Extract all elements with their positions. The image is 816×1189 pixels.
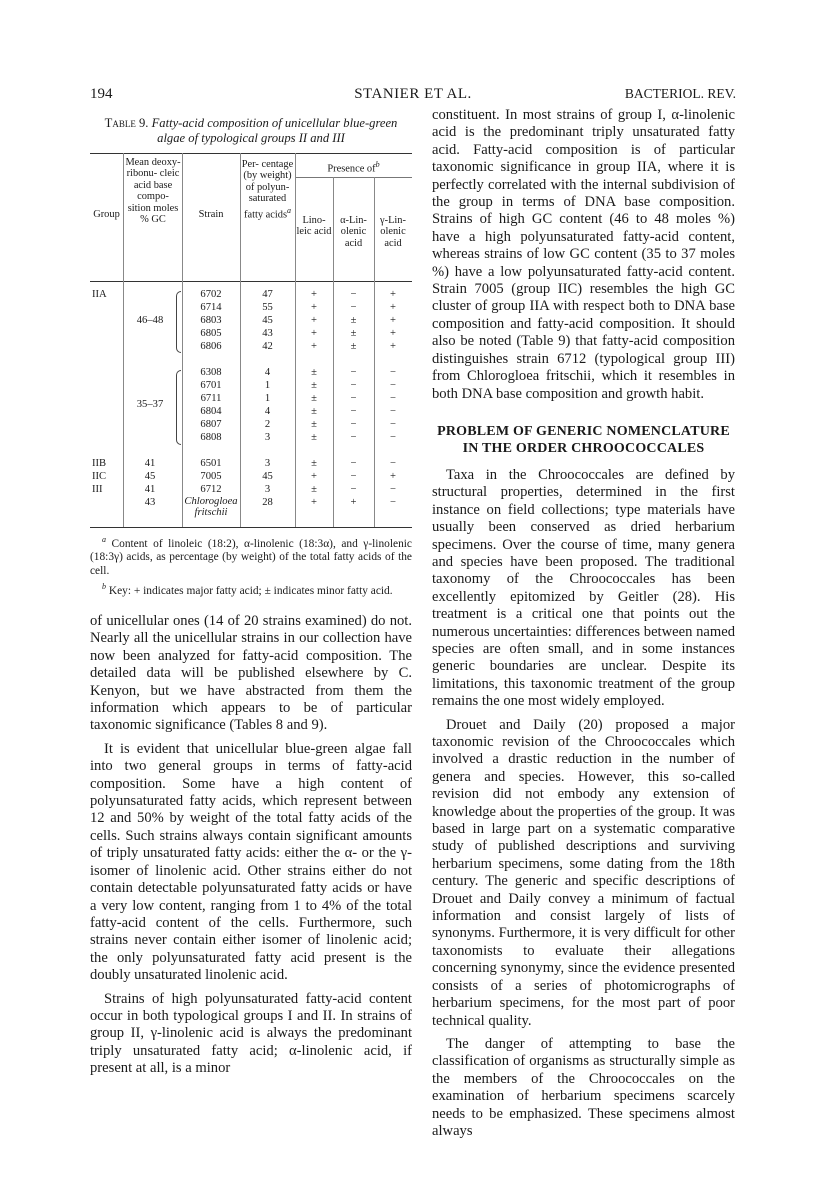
table-title: Fatty-acid composition of unicellular blue-green algae of typological groups II and III	[151, 116, 398, 145]
table-caption	[90, 116, 412, 146]
footnote-a: $^a$ Content of linoleic (18:2), α-linolenic (18:3α), and γ-linolenic (18:3γ) acids, as percentage (by weight) of the total fatty acids of the cell.	[90, 535, 412, 577]
paragraph: It is evident that unicellular blue-green algae fall into two general groups in terms of fatty-acid composition. Some have a high content of polyunsaturated fatty acids, which represent between 12 and 50% by weight of the total fatty acids of the cells. Such strains always contain significant amounts of triply unsaturated fatty acids: either the α- or the γ-isomer of linolenic acid. Other strains either do not contain detectable polyunsaturated fatty acids or have a very low content, ranging from 1 to 4% of the total fatty-acid content of the cells. Furthermore, such strains never contain either isomer of linolenic acid; the only polyunsaturated fatty acid present is the doubly unsaturated linolenic acid.	[90, 740, 412, 984]
right-column	[432, 107, 735, 1146]
cell-alpha-linolenic: −	[350, 458, 357, 469]
cell-linoleic: +	[311, 471, 317, 482]
header-linoleic: Lino- leic acid	[296, 215, 332, 238]
cell-percentage: 3	[264, 432, 271, 443]
header-mean-gc: Mean deoxy- ribonu- cleic acid base compo- sition moles % GC	[125, 157, 181, 226]
cell-percentage: 3	[264, 458, 271, 469]
cell-strain: 6804	[200, 406, 222, 417]
cell-strain: 6806	[200, 341, 222, 352]
cell-percentage: 28	[262, 497, 273, 508]
paragraph: The danger of attempting to base the classification of organisms as structurally simple as the members of the Chroococcales on the examination of herbarium specimens scarcely needs to be emphasized. These specimens almost always	[432, 1035, 735, 1139]
cell-alpha-linolenic: −	[350, 367, 357, 378]
running-authors: STANIER ET AL.	[354, 86, 472, 102]
cell-gamma-linolenic: −	[390, 458, 396, 469]
cell-linoleic: +	[311, 328, 317, 339]
cell-linoleic: ±	[311, 367, 317, 378]
cell-gamma-linolenic: −	[390, 367, 396, 378]
cell-percentage: 1	[264, 380, 271, 391]
table-bottom-rule	[90, 527, 412, 528]
cell-linoleic: +	[311, 341, 317, 352]
cell-alpha-linolenic: −	[350, 419, 357, 430]
cell-gamma-linolenic: −	[390, 432, 396, 443]
cell-alpha-linolenic: ±	[350, 341, 357, 352]
cell-gamma-linolenic: −	[390, 419, 396, 430]
paragraph: Strains of high polyunsaturated fatty-acid content occur in both typological groups I and II. In strains of group II, γ-linolenic acid is always the predominant triply unsaturated fatty acid; α-linolenic acid, if present at all, is a minor	[90, 990, 412, 1077]
cell-linoleic: ±	[311, 484, 317, 495]
cell-alpha-linolenic: −	[350, 484, 357, 495]
cell-gamma-linolenic: +	[390, 302, 396, 313]
cell-gamma-linolenic: −	[390, 380, 396, 391]
cell-group: IIC	[92, 471, 107, 482]
cell-alpha-linolenic: −	[350, 302, 357, 313]
cell-strain: 6808	[200, 432, 222, 443]
header-alpha-linolenic: α-Lin- olenic acid	[340, 215, 367, 249]
bracket-low-gc	[176, 370, 181, 445]
cell-percentage: 2	[264, 419, 271, 430]
cell-alpha-linolenic: −	[350, 393, 357, 404]
cell-gamma-linolenic: +	[390, 341, 396, 352]
table-top-rule	[90, 153, 412, 154]
cell-percentage: 43	[262, 328, 273, 339]
cell-strain: 6711	[200, 393, 222, 404]
cell-group: III	[92, 484, 103, 495]
cell-gamma-linolenic: −	[390, 497, 396, 508]
cell-gamma-linolenic: +	[390, 315, 396, 326]
header-presence: Presence $of^b$	[327, 160, 380, 175]
table-header-rule	[90, 281, 412, 282]
cell-linoleic: ±	[311, 458, 317, 469]
cell-gamma-linolenic: −	[390, 484, 396, 495]
cell-strain: Chlorogloea fritschii	[184, 496, 238, 518]
cell-linoleic: ±	[311, 380, 317, 391]
footnote-b: $^b$ Key: + indicates major fatty acid; ± indicates minor fatty acid.	[102, 581, 393, 597]
cell-mean-gc: 43	[144, 497, 156, 508]
cell-percentage: 45	[262, 315, 273, 326]
left-column	[90, 613, 412, 1084]
cell-mean-gc: 41	[144, 484, 156, 495]
presence-subrule	[295, 177, 412, 178]
cell-strain: 6308	[200, 367, 222, 378]
paragraph: Taxa in the Chroococcales are defined by structural properties, determined in the first instance on field collections; type materials have usually been conserved as dried herbarium specimens. Over the course of time, many genera and species have been proposed. The traditional taxonomy of the Chroococcales has been excellently epitomized by Geitler (28). His treatment is a critical one that points out the numerous uncertainties: differences between named species are often small, and in some instances generic boundaries are unclear. Despite its limitations, this taxonomic treatment of the group remains the one most widely employed.	[432, 466, 735, 710]
cell-linoleic: +	[311, 289, 317, 300]
cell-gamma-linolenic: +	[390, 289, 396, 300]
paragraph: constituent. In most strains of group I, α-linolenic acid is the predominant triply unsaturated fatty acid. Fatty-acid composition is of particular taxonomic significance in group IIA, where it is perfectly correlated with the internal subdivision of the group in terms of DNA base composition. Strains of high GC content (46 to 48 moles %) have a high polyunsaturated fatty-acid content, whereas strains of low GC content (35 to 37 moles %) have a low polyunsaturated fatty-acid content. Strain 7005 (group IIC) resembles the high GC cluster of group IIA with respect both to DNA base composition and fatty-acid composition. It should also be noted (Table 9) that fatty-acid composition distinguishes strain 6712 (typological group III) from Chlorogloea fritschii, which it resembles in both DNA base composition and growth habit.	[432, 107, 735, 402]
page-number: 194	[90, 86, 113, 102]
cell-alpha-linolenic: −	[350, 406, 357, 417]
cell-alpha-linolenic: +	[350, 497, 357, 508]
cell-mean-gc: 46–48	[136, 315, 164, 326]
cell-percentage: 1	[264, 393, 271, 404]
cell-alpha-linolenic: ±	[350, 315, 357, 326]
fatty-acid-table	[90, 153, 412, 528]
paragraph: Drouet and Daily (20) proposed a major taxonomic revision of the Chroococcales which involved a drastic reduction in the number of genera and species. However, this so-called revision did not embody any extension of knowledge about the properties of the group. It was based in large part on a systematic comparative study of published descriptions and surviving herbarium specimens, some dating from the 18th century. The generic and specific descriptions of Drouet and Daily convey a minimum of factual information and consist largely of lists of synonyms. Furthermore, it is very difficult for other taxonomists to evaluate their allegations concerning synonymy, since the evidence presented consists of a series of photomicrographs of herbarium specimens, for the most part of poor technical quality.	[432, 716, 735, 1029]
cell-percentage: 45	[262, 471, 273, 482]
cell-alpha-linolenic: ±	[350, 328, 357, 339]
cell-group: IIB	[92, 458, 107, 469]
cell-gamma-linolenic: +	[390, 328, 396, 339]
cell-linoleic: ±	[311, 419, 317, 430]
cell-mean-gc: 45	[144, 471, 156, 482]
cell-alpha-linolenic: −	[350, 380, 357, 391]
cell-mean-gc: 35–37	[136, 399, 164, 410]
paragraph: of unicellular ones (14 of 20 strains examined) do not. Nearly all the unicellular strains in our collection have now been analyzed for fatty-acid composition. The detailed data will be published elsewhere by C. Kenyon, but we have abstracted from them the information which appears to be of particular taxonomic significance (Tables 8 and 9).	[90, 613, 412, 734]
cell-group: IIA	[92, 289, 107, 300]
cell-linoleic: +	[311, 302, 317, 313]
cell-strain: 6712	[200, 484, 222, 495]
cell-alpha-linolenic: −	[350, 289, 357, 300]
cell-strain: 6702	[200, 289, 222, 300]
cell-strain: 6714	[200, 302, 222, 313]
running-header	[90, 86, 736, 108]
cell-strain: 7005	[200, 471, 222, 482]
cell-mean-gc: 41	[144, 458, 156, 469]
bracket-high-gc	[176, 291, 181, 353]
table-footnotes	[90, 533, 412, 599]
journal-name: BACTERIOL. REV.	[624, 86, 736, 101]
cell-strain: 6807	[200, 419, 222, 430]
cell-strain: 6803	[200, 315, 222, 326]
cell-gamma-linolenic: −	[390, 406, 396, 417]
cell-linoleic: ±	[311, 393, 317, 404]
cell-alpha-linolenic: −	[350, 432, 357, 443]
cell-strain: 6501	[200, 458, 222, 469]
cell-percentage: 42	[262, 341, 273, 352]
cell-percentage: 47	[262, 289, 273, 300]
header-group: Group	[93, 209, 120, 220]
cell-linoleic: +	[311, 497, 317, 508]
section-heading: PROBLEM OF GENERIC NOMENCLATURE IN THE ORDER CHROOCOCCALES	[437, 423, 730, 456]
cell-linoleic: +	[311, 315, 317, 326]
cell-linoleic: ±	[311, 432, 317, 443]
cell-percentage: 3	[264, 484, 271, 495]
cell-strain: 6805	[200, 328, 222, 339]
cell-strain: 6701	[200, 380, 222, 391]
cell-gamma-linolenic: −	[390, 393, 396, 404]
cell-linoleic: ±	[311, 406, 317, 417]
cell-percentage: 4	[264, 367, 271, 378]
cell-percentage: 55	[262, 302, 273, 313]
header-percentage: Per- centage (by weight) of polyun- saturated fatty acids$^a$	[241, 159, 294, 221]
cell-percentage: 4	[264, 406, 271, 417]
cell-gamma-linolenic: +	[390, 471, 396, 482]
table-label: Table 9.	[104, 116, 149, 130]
header-gamma-linolenic: γ-Lin- olenic acid	[380, 215, 406, 249]
header-strain: Strain	[198, 209, 224, 220]
cell-alpha-linolenic: −	[350, 471, 357, 482]
